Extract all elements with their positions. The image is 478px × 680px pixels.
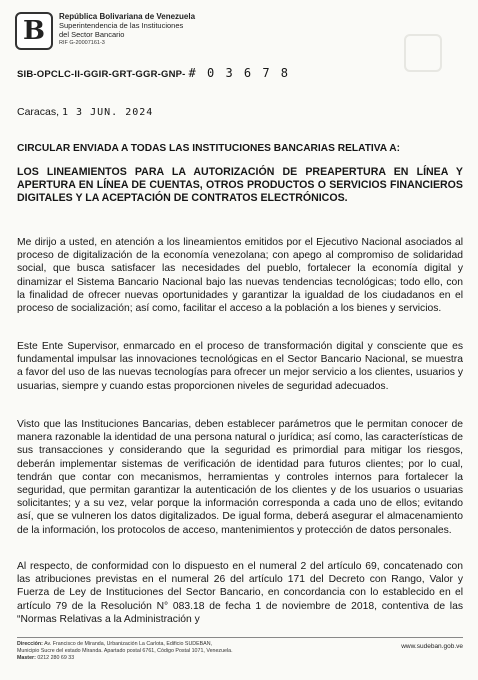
body-paragraph-1: Me dirijo a usted, en atención a los lineamientos emitidos por el Ejecutivo Nacional asociados al proceso de digitalización de la economía venezolana; con apego al compromiso de solidaridad social, que busca satisfacer las necesidades del pueblo, fortalecer la economía digital y dinamizar el Sistema Bancario Nacional bajo las nuevas tendencias tecnológicas; todo ello, con la finalidad de ofrecer nuevas oportunidades y garantizar la igualdad de los ciudadanos en el proceso de socialización; así como, facilitar el acceso a la población a los bienes y servicios. bbox=[17, 237, 463, 315]
body-paragraph-3: Visto que las Instituciones Bancarias, deben establecer parámetros que le permitan conocer de manera razonable la identidad de una persona natural o jurídica; así como, las características de sus transacciones y considerando que la seguridad es primordial para mitigar los riesgos, deberán implementar sistemas de verificación de identidad para futuros clientes; por lo cual, tendrán que contar con mecanismos, herramientas y controles internos para fortalecer la seguridad, que permitan garantizar la autenticación de los clientes y de los usuarios o usuarias solicitantes; y a su vez, velar porque la información corresponda a cada uno de ellos; evitando así, que se vulneren los datos digitalizados. De igual forma, deberá asegurar el almacenamiento de la información, los protocolos de acceso, mantenimientos y protección de datos personales. bbox=[17, 419, 463, 536]
institution-line-3: del Sector Bancario bbox=[59, 30, 125, 39]
bleed-through-logo bbox=[404, 34, 442, 72]
institution-name bbox=[59, 12, 195, 46]
subject-heading: LOS LINEAMIENTOS PARA LA AUTORIZACIÓN DE PREAPERTURA EN LÍNEA Y APERTURA EN LÍNEA DE CUENTAS, OTROS PRODUCTOS O SERVICIOS FINANCIEROS DIGITALES Y LA ACEPTACIÓN DE CONTRATOS ELECTRÓNICOS. bbox=[17, 166, 463, 205]
reference-line bbox=[17, 66, 290, 80]
institution-line-2: Superintendencia de las Instituciones bbox=[59, 21, 184, 30]
footer-phone-label: Master: bbox=[17, 655, 36, 661]
footer-phone-number: 0212 280 69 33 bbox=[37, 655, 75, 661]
date-line bbox=[17, 106, 153, 118]
footer-website[interactable]: www.sudeban.gob.ve bbox=[401, 643, 463, 650]
footer-municipio: Municipio Sucre del estado Miranda. Apartado postal 6761, Código Postal 1071, Venezuela. bbox=[17, 648, 233, 654]
date-place: Caracas, bbox=[17, 106, 60, 118]
footer-address-label: Dirección: bbox=[17, 641, 43, 647]
body-paragraph-2: Este Ente Supervisor, enmarcado en el proceso de transformación digital y consciente que es fundamental impulsar las innovaciones tecnológicas en el Sector Bancario Nacional, se muestra a favor del uso de las nuevas tecnologías para ofrecer un mejor servicio a los clientes, usuarios y usuarias, siempre y cuando estas proporcionen niveles de seguridad adecuados. bbox=[17, 341, 463, 392]
footer-phone bbox=[17, 655, 463, 662]
letterhead bbox=[15, 12, 195, 50]
reference-code: SIB-OPCLC-II-GGIR-GRT-GGR-GNP- bbox=[17, 69, 186, 80]
reference-number: # 0 3 6 7 8 bbox=[188, 66, 291, 80]
date-stamp: 1 3 JUN. 2024 bbox=[62, 107, 154, 118]
institution-line-1: República Bolivariana de Venezuela bbox=[59, 12, 196, 21]
footer-address-text: Av. Francisco de Miranda, Urbanización La Carlota, Edificio SUDEBAN, bbox=[44, 641, 212, 647]
institution-rif: RIF G-20007161-3 bbox=[59, 40, 105, 46]
footer bbox=[17, 637, 463, 662]
sudeban-logo: B bbox=[15, 12, 53, 50]
footer-address bbox=[17, 641, 463, 648]
circular-heading: CIRCULAR ENVIADA A TODAS LAS INSTITUCIONES BANCARIAS RELATIVA A: bbox=[17, 143, 400, 154]
body-paragraph-4: Al respecto, de conformidad con lo dispuesto en el numeral 2 del artículo 69, concatenado con las atribuciones previstas en el numeral 26 del artículo 171 del Decreto con Rango, Valor y Fuerza de Ley de Instituciones del Sector Bancario, en concordancia con lo establecido en el artículo 79 de la Resolución N° 083.18 de fecha 1 de noviembre de 2018, contentiva de las “Normas Relativas a la Administración y bbox=[17, 561, 463, 625]
